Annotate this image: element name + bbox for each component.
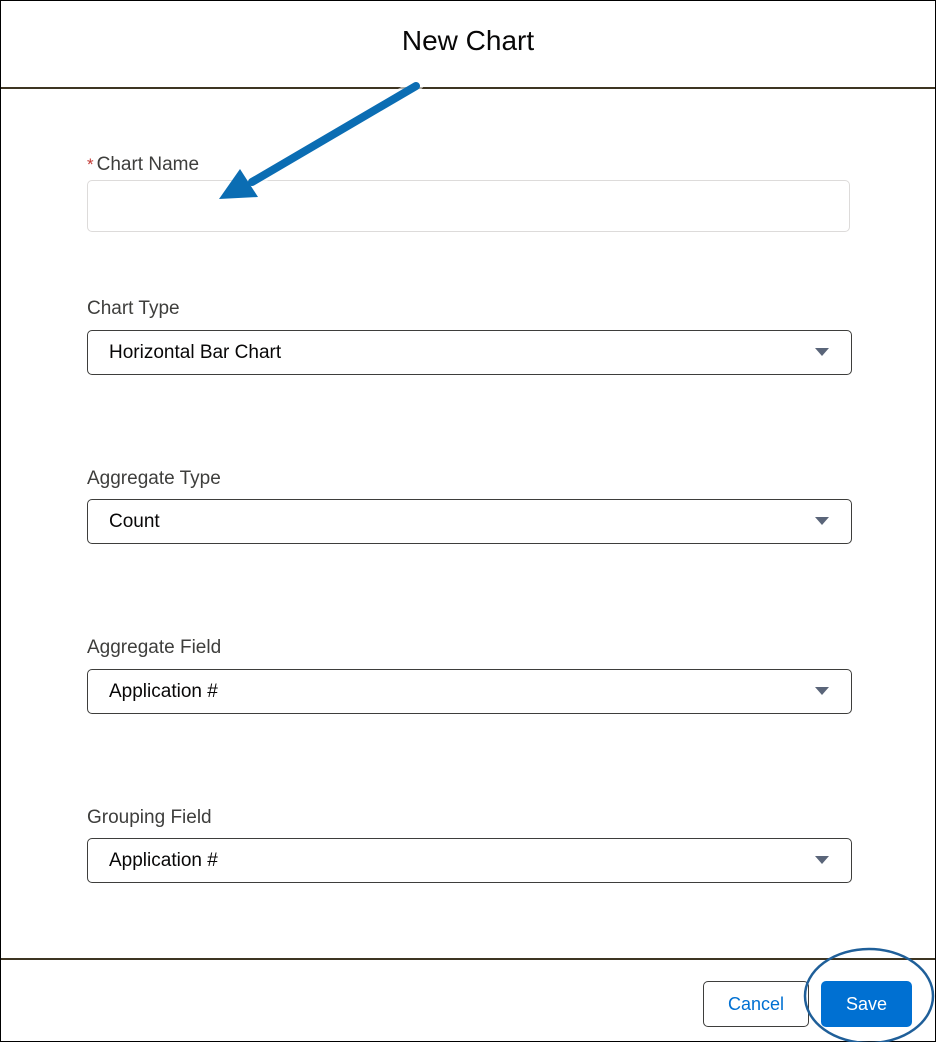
aggregate-type-label: Aggregate Type bbox=[87, 468, 221, 489]
chart-type-value: Horizontal Bar Chart bbox=[109, 341, 282, 363]
aggregate-field-label: Aggregate Field bbox=[87, 637, 222, 658]
chevron-down-icon bbox=[815, 348, 829, 356]
chart-name-input[interactable] bbox=[87, 180, 850, 232]
modal-title: New Chart bbox=[401, 25, 535, 56]
grouping-field-select[interactable] bbox=[87, 838, 852, 883]
chart-type-label: Chart Type bbox=[87, 298, 180, 319]
aggregate-type-value: Count bbox=[109, 510, 160, 532]
aggregate-type-select[interactable] bbox=[87, 499, 852, 544]
chevron-down-icon bbox=[815, 517, 829, 525]
chart-name-label-text: Chart Name bbox=[96, 154, 200, 175]
modal-footer bbox=[1, 958, 935, 1043]
required-indicator: * bbox=[87, 155, 94, 174]
aggregate-field-value: Application # bbox=[109, 680, 218, 702]
cancel-button[interactable]: Cancel bbox=[703, 981, 809, 1027]
chart-name-label bbox=[87, 154, 199, 176]
grouping-field-value: Application # bbox=[109, 849, 218, 871]
chart-type-select[interactable] bbox=[87, 330, 852, 375]
modal-header bbox=[1, 1, 935, 89]
grouping-field-label: Grouping Field bbox=[87, 807, 212, 828]
save-button[interactable]: Save bbox=[821, 981, 912, 1027]
chevron-down-icon bbox=[815, 856, 829, 864]
chevron-down-icon bbox=[815, 687, 829, 695]
aggregate-field-select[interactable] bbox=[87, 669, 852, 714]
